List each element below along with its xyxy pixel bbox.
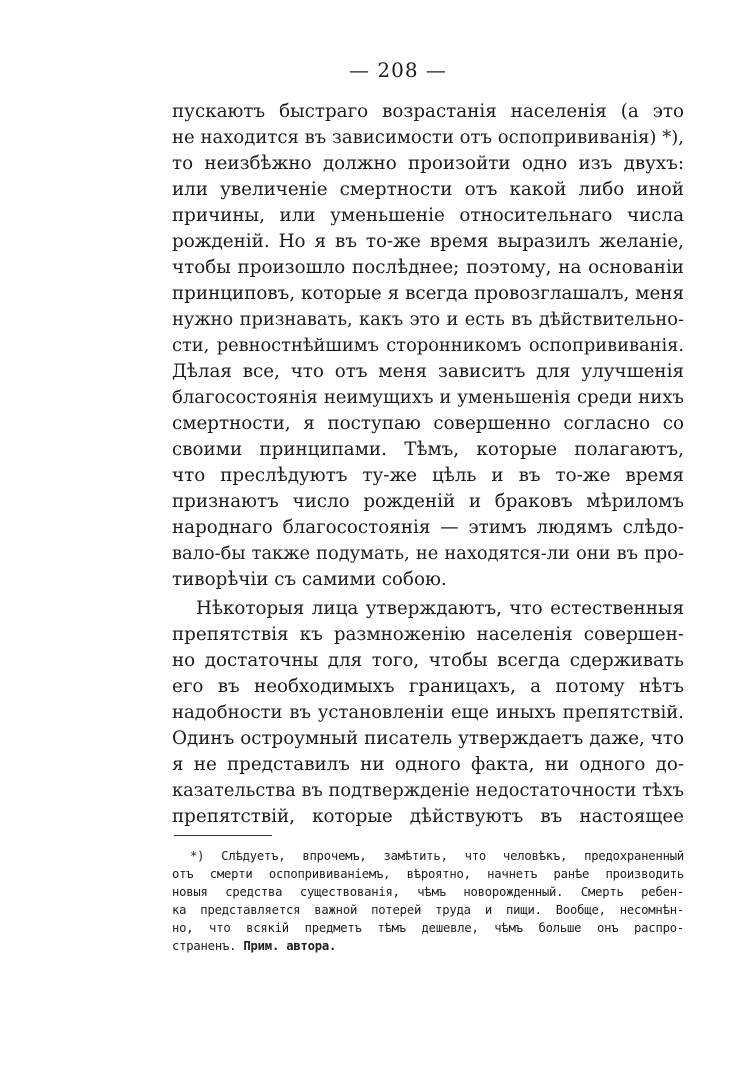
text-line: но достаточны для того, чтобы всегда сдерживать [172, 650, 684, 671]
text-line: препятствія къ размноженію населенія совершен- [172, 624, 684, 645]
text-line: или увеличеніе смертности отъ какой либо иной [172, 179, 684, 200]
text-line: своими принципами. Тѣмъ, которые полагаютъ, [172, 439, 684, 460]
footnote-line [172, 937, 684, 955]
footnote-text: страненъ. [172, 939, 237, 953]
page-number: — 208 — [349, 58, 447, 82]
text-line: Нѣкоторыя лица утверждаютъ, что естественныя [196, 598, 684, 619]
text-line: вало-бы также подумать, не находятся-ли они въ про- [172, 543, 684, 564]
text-line: казательства въ подтвержденіе недостаточности тѣхъ [172, 780, 684, 801]
text-line: Одинъ остроумный писатель утверждаетъ даже, что [172, 728, 684, 749]
footnote-line: *) Слѣдуетъ, впрочемъ, замѣтить, что человѣкъ, предохраненный [190, 849, 684, 863]
text-line: что преслѣдуютъ ту-же цѣль и въ то-же время [172, 465, 684, 486]
text-line: я не представилъ ни одного факта, ни одного до- [172, 754, 684, 775]
text-line: рожденій. Но я въ то-же время выразилъ желаніе, [172, 231, 684, 252]
text-line: принциповъ, которые я всегда провозглашалъ, меня [172, 283, 684, 304]
text-line: народнаго благосостоянія — этимъ людямъ слѣдо- [172, 517, 684, 538]
text-line: Дѣлая все, что отъ меня зависитъ для улучшенія [172, 361, 684, 382]
author-note: Прим. автора. [243, 939, 337, 953]
text-line: надобности въ установленіи еще иныхъ препятствій. [172, 702, 684, 723]
footnote-line: но, что всякій предметъ тѣмъ дешевле, чѣмъ больше онъ распро- [172, 921, 684, 935]
text-line: его въ необходимыхъ границахъ, а потому нѣтъ [172, 676, 684, 697]
footnote-line: отъ смерти оспопрививаніемъ, вѣроятно, начнетъ ранѣе производить [172, 867, 684, 881]
text-line: смертности, я поступаю совершенно согласно со [172, 413, 684, 434]
footnote-line: ка представляется важной потерей труда и пищи. Вообще, несомнѣн- [172, 903, 684, 917]
text-line: тиворѣчіи съ самими собою. [172, 569, 447, 590]
text-line: причины, или уменьшеніе относительнаго числа [172, 205, 684, 226]
text-line: то неизбѣжно должно произойти одно изъ двухъ: [172, 153, 684, 174]
text-line: не находится въ зависимости отъ оспопрививанія) *), [172, 127, 684, 148]
footnote-divider [174, 835, 272, 836]
footnote-line: новыя средства существованія, чѣмъ новорожденный. Смерть ребен- [172, 885, 684, 899]
text-line: чтобы произошло послѣднее; поэтому, на основаніи [172, 257, 684, 278]
text-line: препятствій, которые дѣйствуютъ въ настоящее [172, 806, 684, 827]
text-line: сти, ревностнѣйшимъ сторонникомъ оспопрививанія. [172, 335, 684, 356]
text-line: нужно признавать, какъ это и есть въ дѣйствительно- [172, 309, 684, 330]
text-line: благосостоянія неимущихъ и уменьшенія среди нихъ [172, 387, 684, 408]
text-line: пускаютъ быстраго возрастанія населенія (а это [172, 101, 684, 122]
text-line: признаютъ число рожденій и браковъ мѣриломъ [172, 491, 684, 512]
